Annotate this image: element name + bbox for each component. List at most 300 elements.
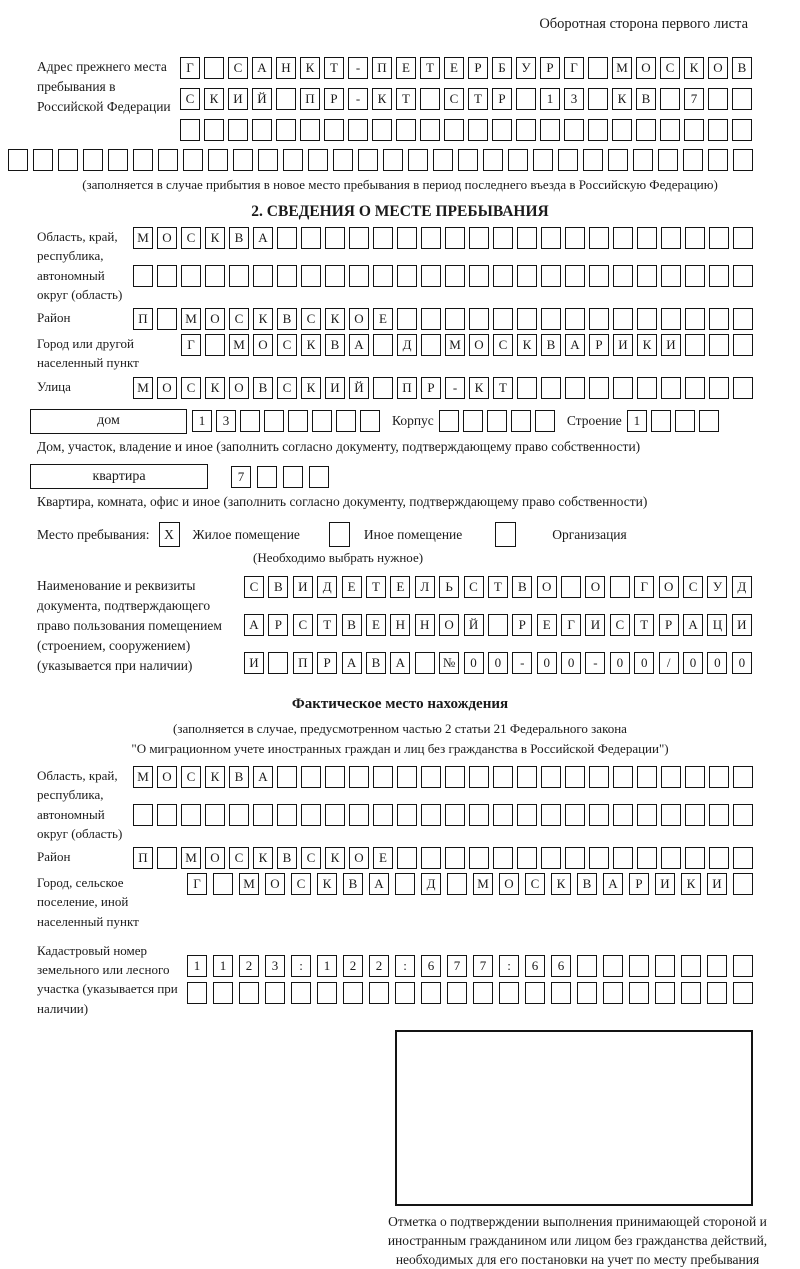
char-cell[interactable] (516, 88, 536, 110)
char-cell[interactable] (258, 149, 278, 171)
char-cell[interactable] (733, 265, 753, 287)
char-cell[interactable] (551, 982, 571, 1004)
char-cell[interactable] (395, 873, 415, 895)
char-cell[interactable] (181, 265, 201, 287)
char-cell[interactable]: К (301, 377, 321, 399)
char-cell[interactable]: 0 (610, 652, 630, 674)
char-cell[interactable]: Г (181, 334, 201, 356)
char-cell[interactable]: А (565, 334, 585, 356)
char-cell[interactable]: В (277, 308, 297, 330)
char-cell[interactable]: : (291, 955, 311, 977)
char-cell[interactable] (317, 982, 337, 1004)
checkbox-organization[interactable] (495, 522, 516, 547)
char-cell[interactable] (229, 265, 249, 287)
char-cell[interactable]: В (343, 873, 363, 895)
char-cell[interactable] (445, 265, 465, 287)
char-cell[interactable] (373, 377, 393, 399)
char-cell[interactable] (603, 982, 623, 1004)
char-cell[interactable] (517, 265, 537, 287)
char-cell[interactable] (637, 227, 657, 249)
checkbox-residential[interactable]: X (159, 522, 180, 547)
char-cell[interactable] (420, 88, 440, 110)
char-cell[interactable] (421, 982, 441, 1004)
char-cell[interactable]: Г (187, 873, 207, 895)
char-cell[interactable] (447, 982, 467, 1004)
char-cell[interactable]: И (228, 88, 248, 110)
char-cell[interactable]: Г (180, 57, 200, 79)
char-cell[interactable]: К (205, 377, 225, 399)
char-cell[interactable]: С (291, 873, 311, 895)
char-cell[interactable] (540, 119, 560, 141)
char-cell[interactable]: К (300, 57, 320, 79)
char-cell[interactable] (421, 766, 441, 788)
char-cell[interactable] (658, 149, 678, 171)
char-cell[interactable]: Д (397, 334, 417, 356)
char-cell[interactable] (205, 804, 225, 826)
char-cell[interactable]: 7 (447, 955, 467, 977)
char-cell[interactable]: О (157, 227, 177, 249)
char-cell[interactable]: О (205, 308, 225, 330)
char-cell[interactable] (421, 847, 441, 869)
char-cell[interactable] (421, 804, 441, 826)
char-cell[interactable]: Г (634, 576, 654, 598)
char-cell[interactable] (685, 847, 705, 869)
char-cell[interactable] (608, 149, 628, 171)
char-cell[interactable]: В (577, 873, 597, 895)
char-cell[interactable] (181, 804, 201, 826)
char-cell[interactable]: Р (629, 873, 649, 895)
char-cell[interactable] (421, 308, 441, 330)
char-cell[interactable] (408, 149, 428, 171)
char-cell[interactable]: Г (564, 57, 584, 79)
char-cell[interactable] (681, 955, 701, 977)
char-cell[interactable]: К (205, 227, 225, 249)
char-cell[interactable]: Е (366, 614, 386, 636)
char-cell[interactable]: 3 (265, 955, 285, 977)
char-cell[interactable]: И (732, 614, 752, 636)
char-cell[interactable] (288, 410, 308, 432)
char-cell[interactable] (349, 804, 369, 826)
char-cell[interactable]: - (512, 652, 532, 674)
char-cell[interactable] (336, 410, 356, 432)
char-cell[interactable] (588, 119, 608, 141)
char-cell[interactable]: 0 (464, 652, 484, 674)
char-cell[interactable] (213, 873, 233, 895)
char-cell[interactable]: И (585, 614, 605, 636)
char-cell[interactable]: М (133, 766, 153, 788)
char-cell[interactable] (349, 265, 369, 287)
char-cell[interactable]: В (541, 334, 561, 356)
char-cell[interactable] (661, 847, 681, 869)
char-cell[interactable] (300, 119, 320, 141)
char-cell[interactable]: 2 (369, 955, 389, 977)
char-cell[interactable]: 1 (540, 88, 560, 110)
char-cell[interactable] (469, 227, 489, 249)
char-cell[interactable]: 6 (551, 955, 571, 977)
char-cell[interactable] (525, 982, 545, 1004)
char-cell[interactable]: А (683, 614, 703, 636)
char-cell[interactable]: О (469, 334, 489, 356)
char-cell[interactable] (343, 982, 363, 1004)
char-cell[interactable] (660, 119, 680, 141)
char-cell[interactable]: П (133, 308, 153, 330)
char-cell[interactable] (499, 982, 519, 1004)
char-cell[interactable]: В (325, 334, 345, 356)
char-cell[interactable]: / (659, 652, 679, 674)
char-cell[interactable]: Р (268, 614, 288, 636)
char-cell[interactable]: Е (444, 57, 464, 79)
char-cell[interactable]: М (229, 334, 249, 356)
char-cell[interactable] (637, 265, 657, 287)
char-cell[interactable] (276, 119, 296, 141)
char-cell[interactable]: : (395, 955, 415, 977)
char-cell[interactable] (469, 804, 489, 826)
char-cell[interactable]: С (683, 576, 703, 598)
char-cell[interactable]: С (228, 57, 248, 79)
char-cell[interactable] (445, 766, 465, 788)
char-cell[interactable] (533, 149, 553, 171)
char-cell[interactable] (561, 576, 581, 598)
char-cell[interactable] (253, 804, 273, 826)
char-cell[interactable]: Т (634, 614, 654, 636)
char-cell[interactable]: Е (396, 57, 416, 79)
char-cell[interactable] (651, 410, 671, 432)
char-cell[interactable] (187, 982, 207, 1004)
char-cell[interactable] (685, 377, 705, 399)
char-cell[interactable] (445, 804, 465, 826)
char-cell[interactable]: Д (421, 873, 441, 895)
char-cell[interactable] (610, 576, 630, 598)
char-cell[interactable]: К (325, 847, 345, 869)
char-cell[interactable] (469, 766, 489, 788)
char-cell[interactable] (613, 766, 633, 788)
char-cell[interactable]: С (180, 88, 200, 110)
char-cell[interactable]: О (253, 334, 273, 356)
char-cell[interactable] (396, 119, 416, 141)
char-cell[interactable]: А (253, 766, 273, 788)
char-cell[interactable]: Р (659, 614, 679, 636)
char-cell[interactable] (708, 119, 728, 141)
char-cell[interactable] (508, 149, 528, 171)
char-cell[interactable] (492, 119, 512, 141)
char-cell[interactable] (157, 265, 177, 287)
char-cell[interactable] (469, 847, 489, 869)
char-cell[interactable] (324, 119, 344, 141)
char-cell[interactable]: И (661, 334, 681, 356)
char-cell[interactable]: С (181, 377, 201, 399)
char-cell[interactable] (373, 227, 393, 249)
char-cell[interactable]: К (637, 334, 657, 356)
char-cell[interactable]: 3 (216, 410, 236, 432)
char-cell[interactable]: 0 (683, 652, 703, 674)
char-cell[interactable] (683, 149, 703, 171)
char-cell[interactable]: О (636, 57, 656, 79)
char-cell[interactable]: И (655, 873, 675, 895)
char-cell[interactable] (709, 377, 729, 399)
char-cell[interactable] (685, 308, 705, 330)
char-cell[interactable] (397, 766, 417, 788)
char-cell[interactable]: Т (317, 614, 337, 636)
char-cell[interactable] (637, 847, 657, 869)
char-cell[interactable] (588, 88, 608, 110)
char-cell[interactable]: С (525, 873, 545, 895)
char-cell[interactable]: № (439, 652, 459, 674)
char-cell[interactable] (421, 334, 441, 356)
char-cell[interactable]: М (473, 873, 493, 895)
char-cell[interactable] (517, 227, 537, 249)
char-cell[interactable] (312, 410, 332, 432)
char-cell[interactable] (565, 377, 585, 399)
char-cell[interactable] (239, 982, 259, 1004)
char-cell[interactable] (349, 766, 369, 788)
char-cell[interactable]: К (253, 308, 273, 330)
char-cell[interactable] (276, 88, 296, 110)
char-cell[interactable] (265, 982, 285, 1004)
char-cell[interactable] (732, 88, 752, 110)
char-cell[interactable] (733, 873, 753, 895)
char-cell[interactable] (283, 149, 303, 171)
char-cell[interactable]: М (133, 227, 153, 249)
char-cell[interactable] (589, 377, 609, 399)
char-cell[interactable] (732, 119, 752, 141)
char-cell[interactable]: Е (342, 576, 362, 598)
char-cell[interactable]: Т (468, 88, 488, 110)
char-cell[interactable] (213, 982, 233, 1004)
char-cell[interactable] (733, 149, 753, 171)
char-cell[interactable] (685, 766, 705, 788)
char-cell[interactable]: - (585, 652, 605, 674)
char-cell[interactable]: М (181, 308, 201, 330)
char-cell[interactable] (395, 982, 415, 1004)
char-cell[interactable] (373, 334, 393, 356)
char-cell[interactable]: К (551, 873, 571, 895)
char-cell[interactable] (661, 377, 681, 399)
char-cell[interactable] (661, 766, 681, 788)
char-cell[interactable]: 7 (231, 466, 251, 488)
char-cell[interactable] (565, 265, 585, 287)
char-cell[interactable]: С (610, 614, 630, 636)
char-cell[interactable]: С (181, 766, 201, 788)
char-cell[interactable] (180, 119, 200, 141)
char-cell[interactable] (709, 766, 729, 788)
char-cell[interactable]: П (372, 57, 392, 79)
char-cell[interactable] (458, 149, 478, 171)
char-cell[interactable]: К (301, 334, 321, 356)
char-cell[interactable]: П (293, 652, 313, 674)
char-cell[interactable] (349, 227, 369, 249)
char-cell[interactable] (445, 227, 465, 249)
char-cell[interactable]: К (517, 334, 537, 356)
char-cell[interactable] (637, 377, 657, 399)
char-cell[interactable] (685, 265, 705, 287)
char-cell[interactable]: Н (415, 614, 435, 636)
char-cell[interactable]: И (325, 377, 345, 399)
char-cell[interactable] (535, 410, 555, 432)
char-cell[interactable]: С (660, 57, 680, 79)
char-cell[interactable]: М (612, 57, 632, 79)
char-cell[interactable] (301, 766, 321, 788)
char-cell[interactable] (325, 227, 345, 249)
char-cell[interactable] (733, 955, 753, 977)
char-cell[interactable]: 0 (707, 652, 727, 674)
char-cell[interactable] (637, 766, 657, 788)
char-cell[interactable]: 0 (634, 652, 654, 674)
char-cell[interactable] (233, 149, 253, 171)
char-cell[interactable] (709, 265, 729, 287)
char-cell[interactable] (325, 804, 345, 826)
char-cell[interactable] (733, 766, 753, 788)
char-cell[interactable] (483, 149, 503, 171)
char-cell[interactable]: Р (540, 57, 560, 79)
char-cell[interactable] (360, 410, 380, 432)
char-cell[interactable] (661, 227, 681, 249)
char-cell[interactable]: В (229, 766, 249, 788)
char-cell[interactable] (684, 119, 704, 141)
char-cell[interactable] (589, 847, 609, 869)
char-cell[interactable] (577, 955, 597, 977)
char-cell[interactable]: 1 (317, 955, 337, 977)
char-cell[interactable] (636, 119, 656, 141)
char-cell[interactable] (445, 847, 465, 869)
char-cell[interactable] (444, 119, 464, 141)
char-cell[interactable] (208, 149, 228, 171)
char-cell[interactable] (629, 955, 649, 977)
char-cell[interactable] (613, 265, 633, 287)
char-cell[interactable] (708, 149, 728, 171)
char-cell[interactable] (541, 804, 561, 826)
char-cell[interactable]: С (229, 847, 249, 869)
char-cell[interactable]: О (349, 847, 369, 869)
char-cell[interactable]: К (325, 308, 345, 330)
char-cell[interactable] (158, 149, 178, 171)
char-cell[interactable] (517, 377, 537, 399)
char-cell[interactable]: О (537, 576, 557, 598)
char-cell[interactable] (588, 57, 608, 79)
char-cell[interactable] (157, 847, 177, 869)
char-cell[interactable] (463, 410, 483, 432)
char-cell[interactable]: К (372, 88, 392, 110)
char-cell[interactable] (264, 410, 284, 432)
char-cell[interactable] (709, 847, 729, 869)
char-cell[interactable] (589, 766, 609, 788)
char-cell[interactable]: Е (373, 308, 393, 330)
char-cell[interactable] (369, 982, 389, 1004)
char-cell[interactable]: К (681, 873, 701, 895)
char-cell[interactable]: Б (492, 57, 512, 79)
char-cell[interactable] (516, 119, 536, 141)
char-cell[interactable] (397, 265, 417, 287)
char-cell[interactable]: М (181, 847, 201, 869)
char-cell[interactable] (565, 847, 585, 869)
char-cell[interactable] (229, 804, 249, 826)
char-cell[interactable] (511, 410, 531, 432)
char-cell[interactable] (709, 227, 729, 249)
char-cell[interactable]: Д (732, 576, 752, 598)
char-cell[interactable] (468, 119, 488, 141)
char-cell[interactable]: Е (390, 576, 410, 598)
char-cell[interactable] (637, 308, 657, 330)
char-cell[interactable]: 7 (473, 955, 493, 977)
char-cell[interactable] (133, 804, 153, 826)
char-cell[interactable] (325, 766, 345, 788)
char-cell[interactable] (541, 227, 561, 249)
char-cell[interactable]: А (369, 873, 389, 895)
char-cell[interactable]: П (133, 847, 153, 869)
char-cell[interactable]: В (253, 377, 273, 399)
char-cell[interactable]: В (342, 614, 362, 636)
char-cell[interactable] (268, 652, 288, 674)
char-cell[interactable] (291, 982, 311, 1004)
char-cell[interactable] (309, 466, 329, 488)
char-cell[interactable]: О (265, 873, 285, 895)
char-cell[interactable]: О (439, 614, 459, 636)
char-cell[interactable]: Т (366, 576, 386, 598)
char-cell[interactable] (517, 804, 537, 826)
char-cell[interactable]: О (708, 57, 728, 79)
char-cell[interactable] (277, 265, 297, 287)
char-cell[interactable]: Е (373, 847, 393, 869)
char-cell[interactable]: Д (317, 576, 337, 598)
char-cell[interactable]: Р (512, 614, 532, 636)
char-cell[interactable]: И (707, 873, 727, 895)
char-cell[interactable]: П (300, 88, 320, 110)
char-cell[interactable] (325, 265, 345, 287)
char-cell[interactable] (157, 308, 177, 330)
char-cell[interactable]: 2 (239, 955, 259, 977)
char-cell[interactable] (541, 265, 561, 287)
char-cell[interactable] (633, 149, 653, 171)
char-cell[interactable] (228, 119, 248, 141)
char-cell[interactable] (708, 88, 728, 110)
char-cell[interactable]: К (469, 377, 489, 399)
char-cell[interactable]: 2 (343, 955, 363, 977)
char-cell[interactable] (397, 227, 417, 249)
char-cell[interactable] (205, 265, 225, 287)
char-cell[interactable]: В (229, 227, 249, 249)
char-cell[interactable]: Л (415, 576, 435, 598)
char-cell[interactable]: С (277, 377, 297, 399)
char-cell[interactable] (469, 265, 489, 287)
char-cell[interactable] (613, 308, 633, 330)
char-cell[interactable]: Т (396, 88, 416, 110)
char-cell[interactable] (709, 334, 729, 356)
char-cell[interactable]: О (157, 766, 177, 788)
char-cell[interactable]: 3 (564, 88, 584, 110)
char-cell[interactable] (733, 227, 753, 249)
char-cell[interactable] (257, 466, 277, 488)
char-cell[interactable] (348, 119, 368, 141)
char-cell[interactable] (133, 149, 153, 171)
char-cell[interactable] (301, 804, 321, 826)
char-cell[interactable]: О (205, 847, 225, 869)
char-cell[interactable] (661, 265, 681, 287)
char-cell[interactable] (733, 982, 753, 1004)
char-cell[interactable] (421, 227, 441, 249)
char-cell[interactable] (685, 804, 705, 826)
char-cell[interactable] (577, 982, 597, 1004)
char-cell[interactable]: Й (349, 377, 369, 399)
char-cell[interactable]: Ц (707, 614, 727, 636)
char-cell[interactable] (655, 982, 675, 1004)
char-cell[interactable] (661, 308, 681, 330)
char-cell[interactable]: Р (324, 88, 344, 110)
char-cell[interactable]: 0 (537, 652, 557, 674)
char-cell[interactable]: В (268, 576, 288, 598)
char-cell[interactable]: Р (468, 57, 488, 79)
char-cell[interactable] (204, 119, 224, 141)
char-cell[interactable] (8, 149, 28, 171)
char-cell[interactable] (397, 804, 417, 826)
